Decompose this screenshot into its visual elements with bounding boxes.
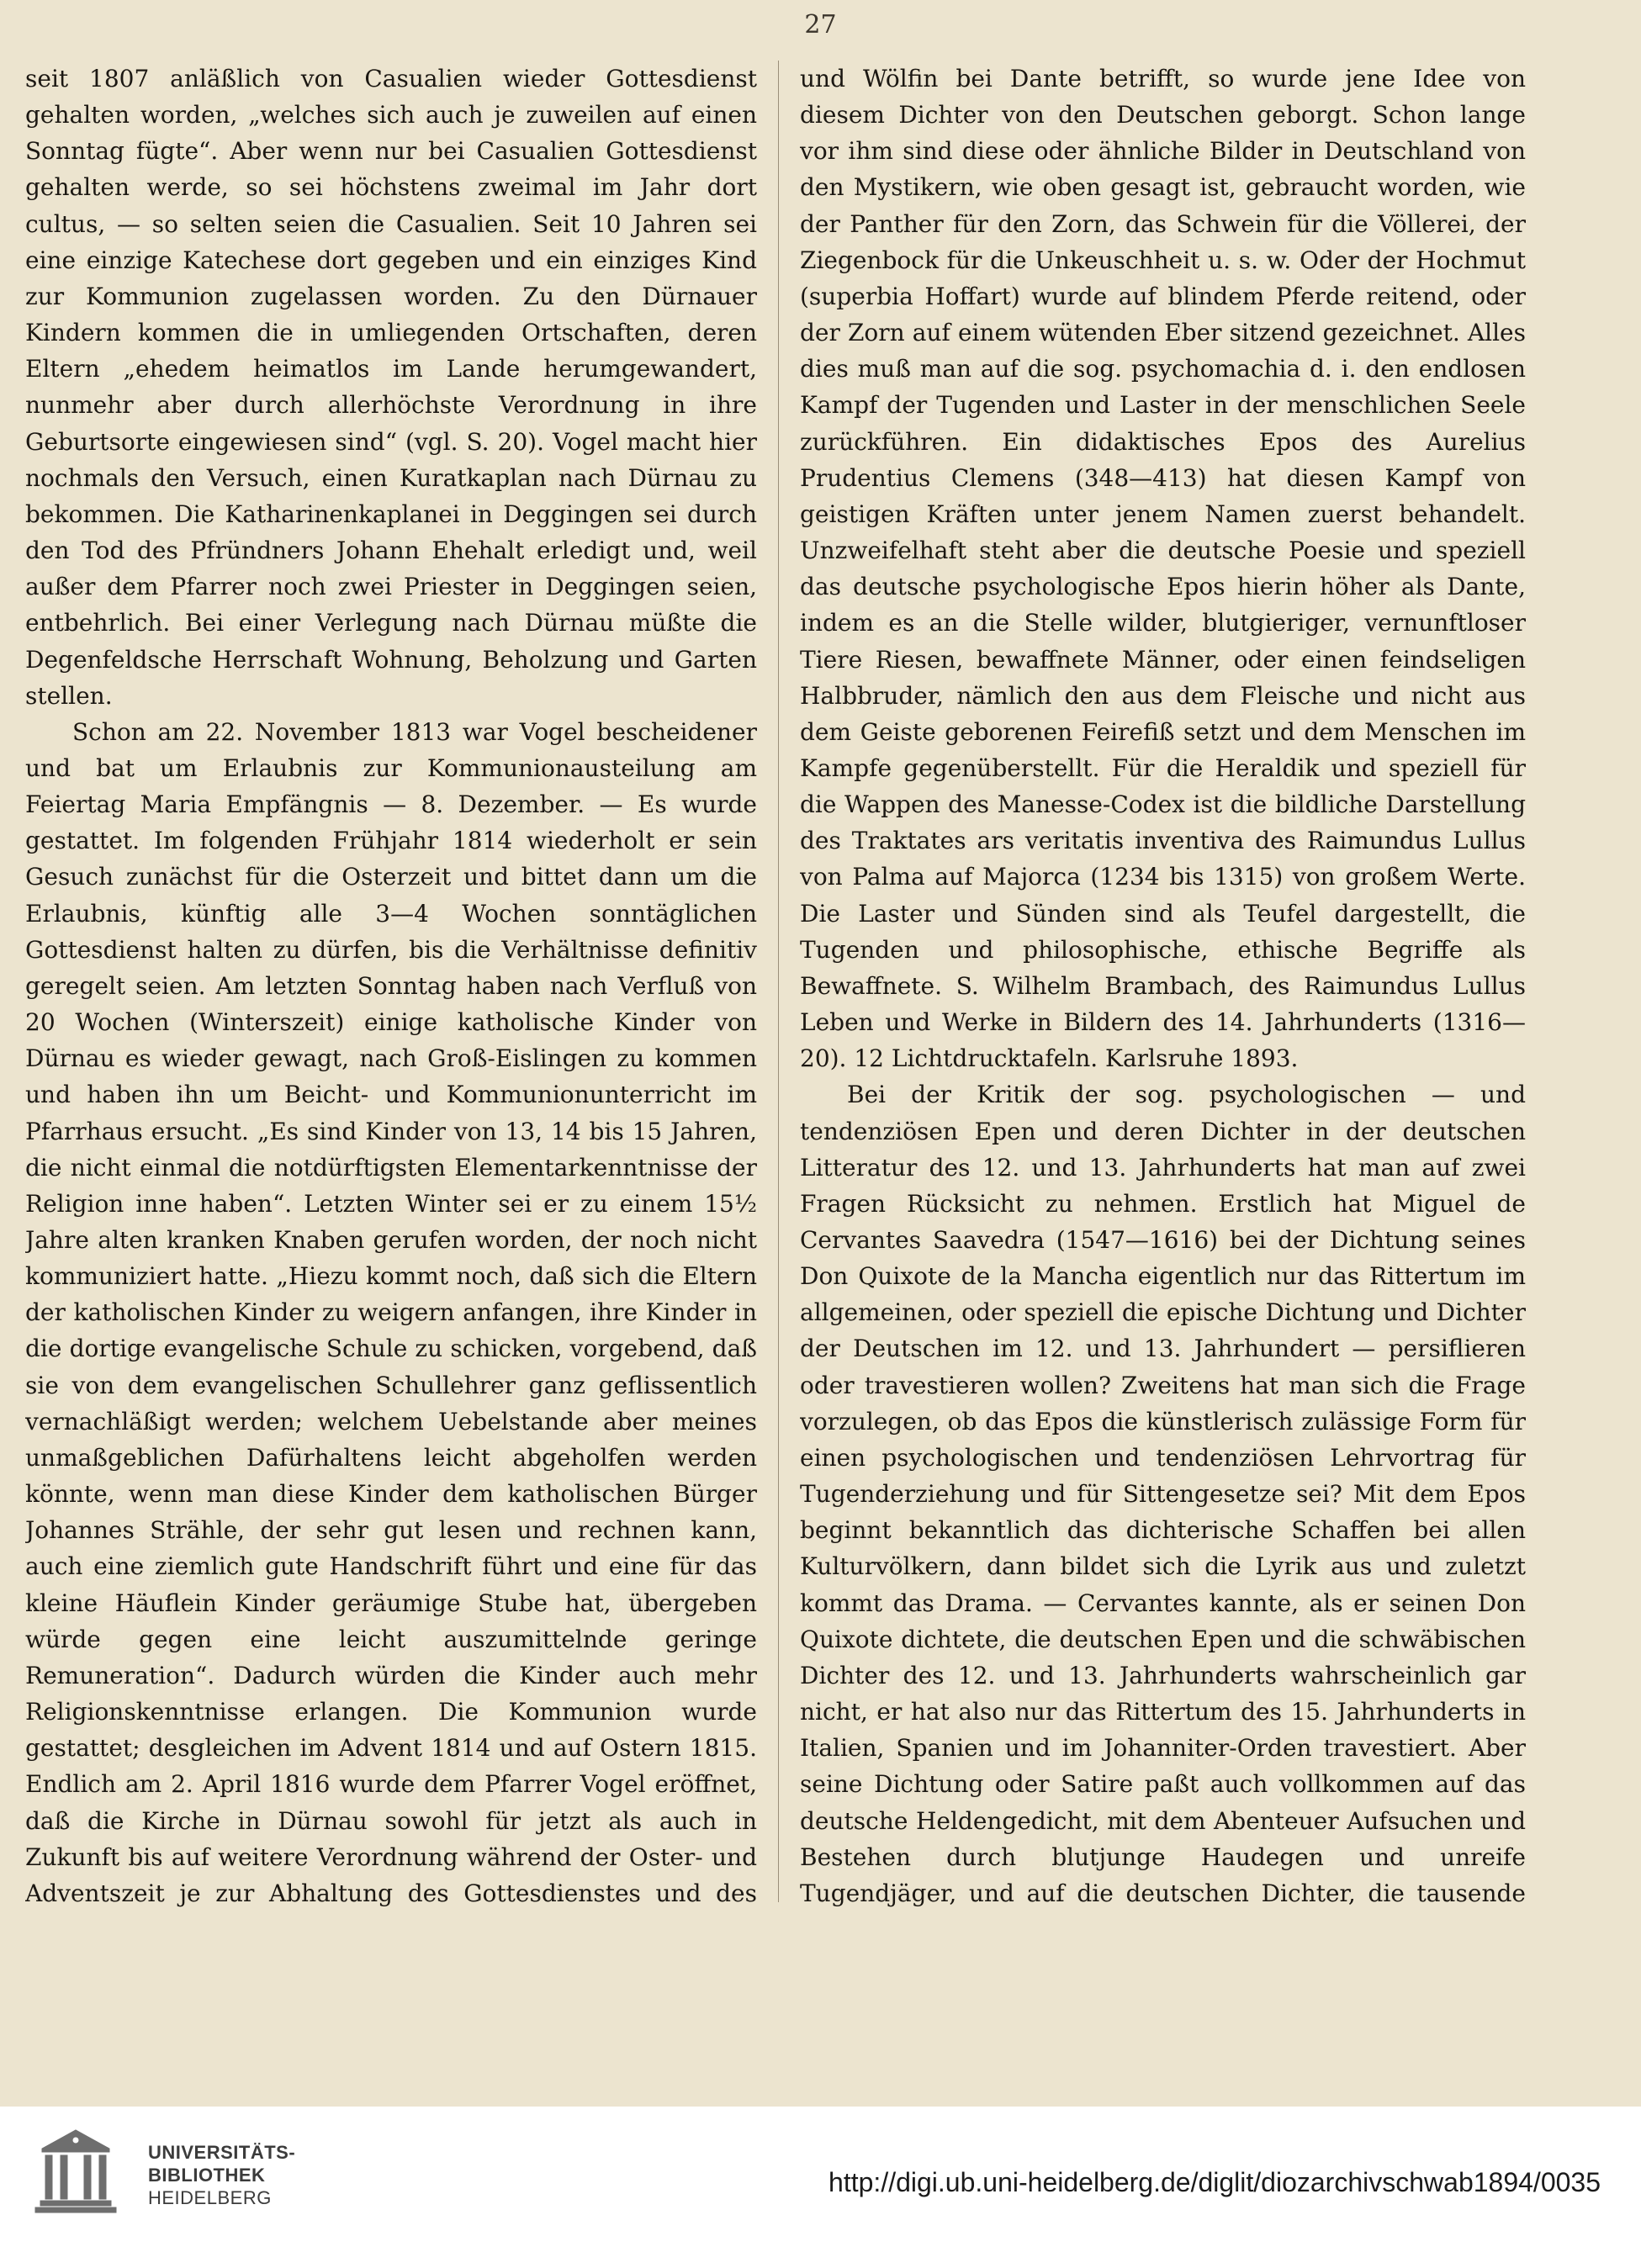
library-name-line-2: BIBLIOTHEK <box>148 2165 266 2186</box>
left-paragraph-1: seit 1807 anläßlich von Casualien wieder Gottesdienst gehalten worden, „welches sich auch je zuweilen auf einen Sonntag fügte“. Aber wenn nur bei Casualien Gottesdienst gehalten werde, so sei höchstens zweimal im Jahr dort cultus, — so selten seien die Casualien. Seit 10 Jahren sei eine einzige Katechese dort gegeben und ein einziges Kind zur Kommunion zugelassen worden. Zu den Dürnauer Kindern kommen die in umliegenden Ortschaften, deren Eltern „ehedem heimatlos im Lande herumgewandert, nunmehr aber durch allerhöchste Verordnung in ihre Geburtsorte eingewiesen sind“ (vgl. S. 20). Vogel macht hier nochmals den Versuch, einen Kuratkaplan nach Dürnau zu bekommen. Die Katharinenkaplanei in Deggingen sei durch den Tod des Pfründners Johann Ehehalt erledigt und, weil außer dem Pfarrer noch zwei Priester in Deggingen seien, entbehrlich. Bei einer Verlegung nach Dürnau müßte die Degenfeldsche Herrschaft Wohnung, Beholzung und Garten stellen. <box>25 65 757 710</box>
library-name-line-3: HEIDELBERG <box>148 2187 272 2208</box>
library-name-line-1: UNIVERSITÄTS- <box>148 2142 296 2163</box>
page-number: 27 <box>804 10 837 40</box>
column-divider <box>778 61 779 1902</box>
right-paragraph-2: Bei der Kritik der sog. psychologischen — und tendenziösen Epen und deren Dichter in der deutschen Litteratur des 12. und 13. Jahrhunderts hat man auf zwei Fragen Rücksicht zu nehmen. Erstlich hat Miguel de Cervantes Saavedra (1547—1616) bei der Dichtung seines Don Quixote de la Mancha eigentlich nur das Rittertum im allgemeinen, oder speziell die epische Dichtung und Dichter der Deutschen im 12. und 13. Jahrhundert — persiflieren oder travestieren wollen? Zweitens hat man sich die Frage vorzulegen, ob das Epos die künstlerisch zulässige Form für einen psychologischen und tendenziösen Lehrvortrag für Tugenderziehung und für Sittengesetze sei? Mit dem Epos beginnt bekanntlich das dichterische Schaffen bei allen Kulturvölkern, dann bildet sich die Lyrik aus und zuletzt kommt das Drama. — Cervantes kannte, als er seinen Don Quixote dichtete, die deutschen Epen und die schwäbischen Dichter des 12. und 13. Jahrhunderts wahrscheinlich gar nicht, er hat also nur das Rittertum des 15. Jahrhunderts in Italien, Spanien und im Johanniter-Orden travestiert. Aber seine Dichtung oder Satire paßt auch vollkommen auf das deutsche Heldengedicht, mit dem Abenteuer Aufsuchen und Bestehen durch blutjunge Haudegen und unreife Tugendjäger, und auf die deutschen Dichter, die tausende <box>800 1081 1526 1907</box>
source-url-link[interactable]: http://digi.ub.uni-heidelberg.de/diglit/diozarchivschwab1894/0035 <box>828 2167 1601 2197</box>
right-column <box>800 61 1526 1911</box>
left-paragraph-2: Schon am 22. November 1813 war Vogel bescheidener und bat um Erlaubnis zur Kommunionausteilung am Feiertag Maria Empfängnis — 8. Dezember. — Es wurde gestattet. Im folgenden Frühjahr 1814 wiederholt er sein Gesuch zunächst für die Osterzeit und bittet dann um die Erlaubnis, künftig alle 3—4 Wochen sonntäglichen Gottesdienst halten zu dürfen, bis die Verhältnisse definitiv geregelt seien. Am letzten Sonntag haben nach Verfluß von 20 Wochen (Winterszeit) einige katholische Kinder von Dürnau es wieder gewagt, nach Groß-Eislingen zu kommen und haben ihn um Beicht- und Kommunionunterricht im Pfarrhaus ersucht. „Es sind Kinder von 13, 14 bis 15 Jahren, die nicht einmal die notdürftigsten Elementarkenntnisse der Religion inne haben“. Letzten Winter sei er zu einem 15½ Jahre alten kranken Knaben gerufen worden, der noch nicht kommuniziert hatte. „Hiezu kommt noch, daß sich die Eltern der katholischen Kinder zu weigern anfangen, ihre Kinder in die dortige evangelische Schule zu schicken, vorgebend, daß sie von dem evangelischen Schullehrer ganz geflissentlich vernachläßigt werden; welchem Uebelstande aber meines unmaßgeblichen Dafürhaltens leicht abgeholfen werden könnte, wenn man diese Kinder dem katholischen Bürger Johannes Strähle, der sehr gut lesen und rechnen kann, auch eine ziemlich gute Handschrift führt und eine für das kleine Häuflein Kinder geräumige Stube hat, übergeben würde gegen eine leicht auszumittelnde geringe Remuneration“. Dadurch würden die Kinder auch mehr Religionskenntnisse erlangen. Die Kommunion wurde gestattet; desgleichen im Advent 1814 und auf Ostern 1815. Endlich am 2. April 1816 wurde dem Pfarrer Vogel eröffnet, daß die Kirche in Dürnau sowohl für jetzt als auch in Zukunft bis auf weitere Verordnung während der Oster- und Adventszeit je zur Abhaltung des Gottesdienstes und des <box>25 717 757 1907</box>
library-name <box>148 2141 367 2209</box>
university-seal-logo <box>17 2123 135 2233</box>
left-column <box>25 61 757 1911</box>
right-paragraph-1: und Wölfin bei Dante betrifft, so wurde jene Idee von diesem Dichter von den Deutschen geborgt. Schon lange vor ihm sind diese oder ähnliche Bilder in Deutschland von den Mystikern, wie oben gesagt ist, gebraucht worden, wie der Panther für den Zorn, das Schwein für die Völlerei, der Ziegenbock für die Unkeuschheit u. s. w. Oder der Hochmut (superbia Hoffart) wurde auf blindem Pferde reitend, oder der Zorn auf einem wütenden Eber sitzend gezeichnet. Alles dies muß man auf die sog. psychomachia d. i. den endlosen Kampf der Tugenden und Laster in der menschlichen Seele zurückführen. Ein didaktisches Epos des Aurelius Prudentius Clemens (348—413) hat diesen Kampf von geistigen Kräften unter jenem Namen zuerst behandelt. Unzweifelhaft steht aber die deutsche Poesie und speziell das deutsche psychologische Epos hierin höher als Dante, indem es an die Stelle wilder, blutgieriger, vernunftloser Tiere Riesen, bewaffnete Männer, oder einen feindseligen Halbbruder, nämlich den aus dem Fleische und nicht aus dem Geiste geborenen Feirefiß setzt und dem Menschen im Kampfe gegenüberstellt. Für die Heraldik und speziell für die Wappen des Manesse-Codex ist die bildliche Darstellung des Traktates ars veritatis inventiva des Raimundus Lullus von Palma auf Majorca (1234 bis 1315) von großem Werte. Die Laster und Sünden sind als Teufel dargestellt, die Tugenden und philosophische, ethische Begriffe als Bewaffnete. S. Wilhelm Brambach, des Raimundus Lullus Leben und Werke in Bildern des 14. Jahrhunderts (1316—20). 12 Lichtdrucktafeln. Karlsruhe 1893. <box>800 65 1526 1073</box>
